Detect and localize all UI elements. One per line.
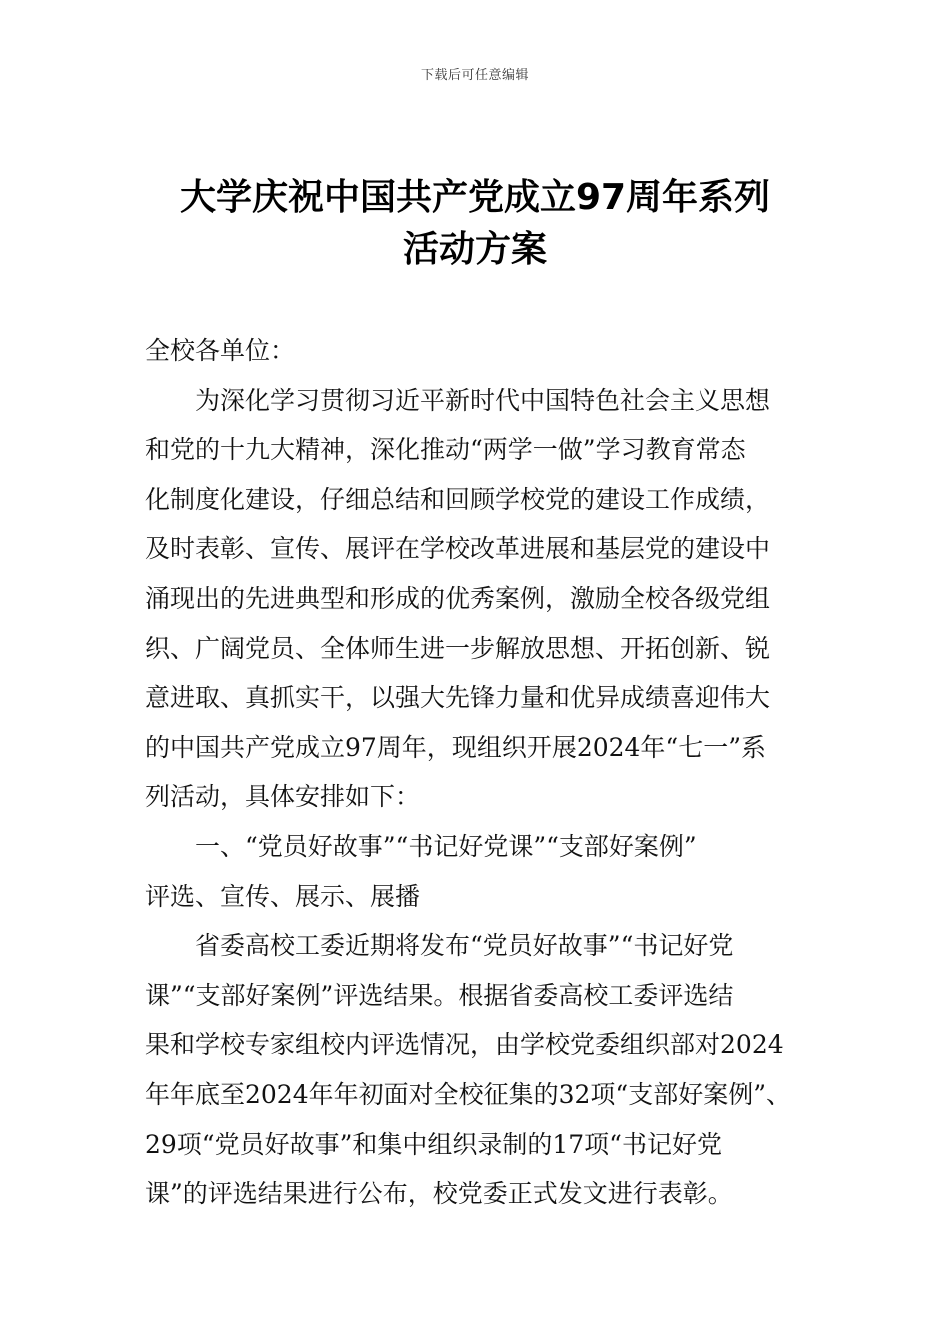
body-line: 及时表彰、宣传、展评在学校改革进展和基层党的建设中 xyxy=(145,534,771,564)
title-line-2: 活动方案 xyxy=(402,229,547,270)
body-line: 年年底至2024年年初面对全校征集的32项“支部好案例”、 xyxy=(145,1079,791,1109)
header-note: 下载后可任意编辑 xyxy=(420,68,529,83)
document-title xyxy=(120,172,830,276)
body-line: 的中国共产党成立97周年，现组织开展2024年“七一”系 xyxy=(145,732,766,762)
body-line: 列活动，具体安排如下： xyxy=(145,782,421,812)
body-line: 果和学校专家组校内评选情况，由学校党委组织部对2024 xyxy=(145,1030,784,1060)
body-line: 课”的评选结果进行公布，校党委正式发文进行表彰。 xyxy=(145,1179,733,1209)
body-line: 一、“党员好故事”“书记好党课”“支部好案例” xyxy=(195,831,697,861)
body-line: 化制度化建设，仔细总结和回顾学校党的建设工作成绩， xyxy=(145,484,771,514)
title-line-1: 大学庆祝中国共产党成立97周年系列 xyxy=(179,177,771,218)
body-line: 评选、宣传、展示、展播 xyxy=(145,881,421,911)
salutation: 全校各单位： xyxy=(145,336,296,365)
body-line: 为深化学习贯彻习近平新时代中国特色社会主义思想 xyxy=(195,385,771,415)
body-line: 意进取、真抓实干，以强大先锋力量和优异成绩喜迎伟大 xyxy=(145,683,771,713)
body-line: 29项“党员好故事”和集中组织录制的17项“书记好党 xyxy=(145,1129,722,1159)
body-line: 和党的十九大精神，深化推动“两学一做”学习教育常态 xyxy=(145,435,746,465)
body-line: 省委高校工委近期将发布“党员好故事”“书记好党 xyxy=(195,931,734,961)
body-line: 课”“支部好案例”评选结果。根据省委高校工委评选结 xyxy=(145,980,734,1010)
body-line: 涌现出的先进典型和形成的优秀案例，激励全校各级党组 xyxy=(145,583,771,613)
document-body xyxy=(145,326,810,1219)
body-line: 织、广阔党员、全体师生进一步解放思想、开拓创新、锐 xyxy=(145,633,771,663)
